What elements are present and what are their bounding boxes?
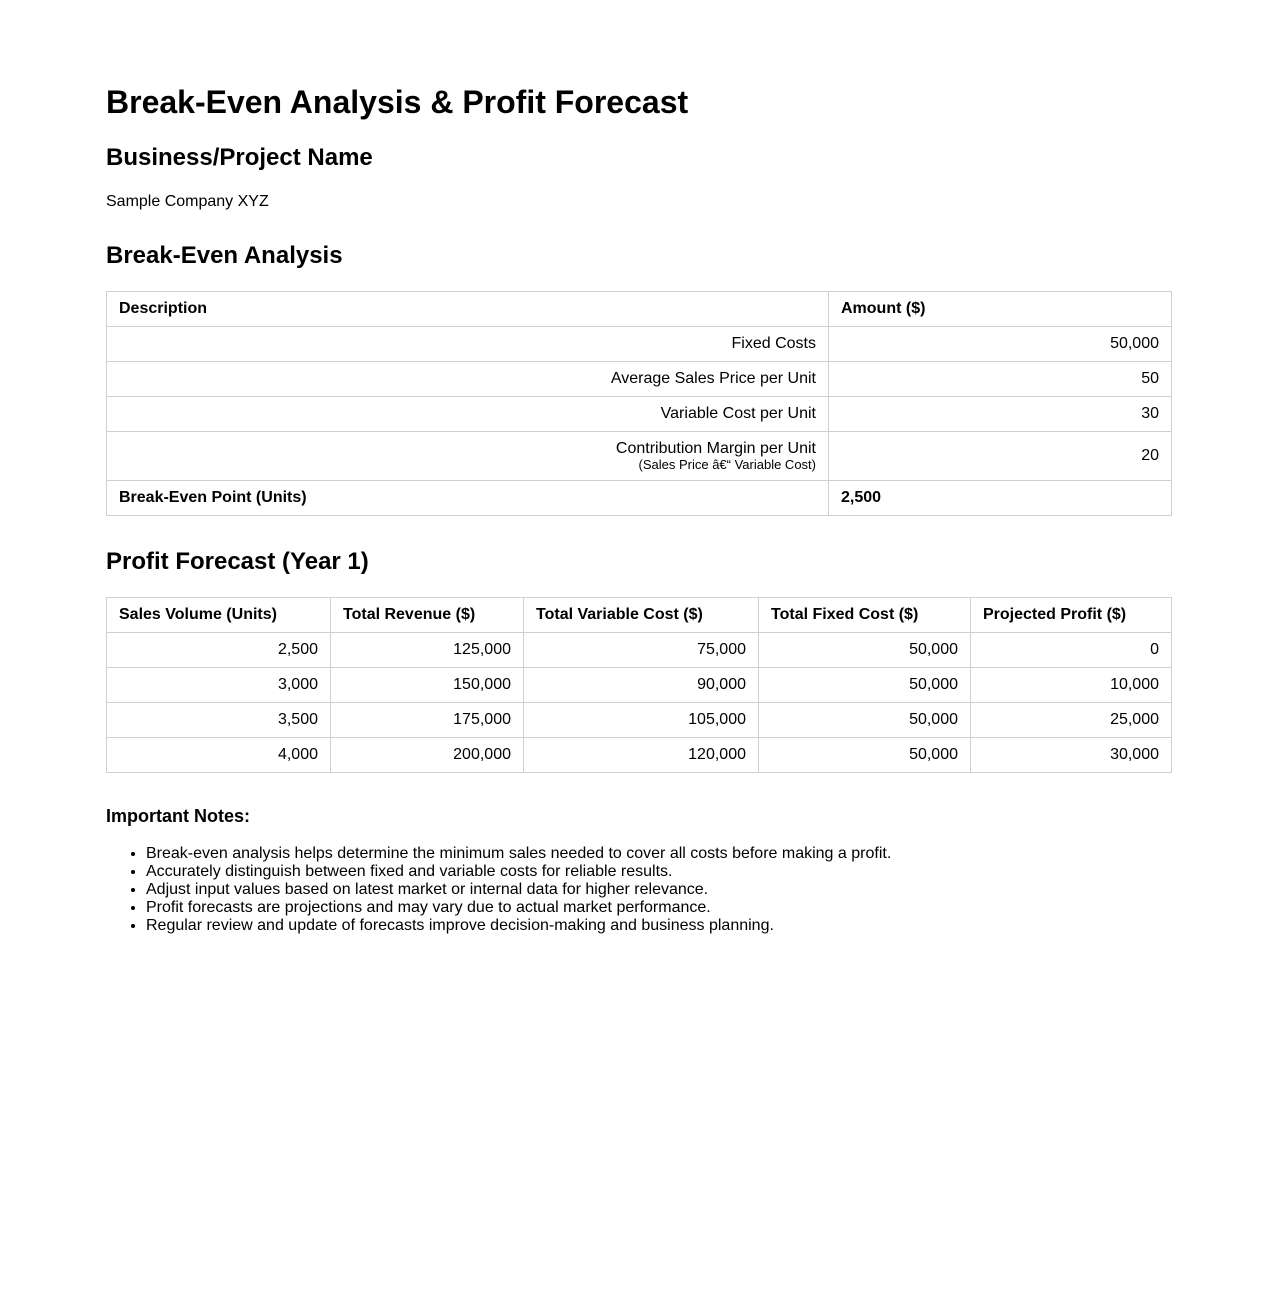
list-item: • Adjust input values based on latest market or internal data for higher relevance. <box>146 881 1172 899</box>
column-header-total-fixed-cost: Total Fixed Cost ($) <box>759 598 971 633</box>
table-header-row <box>107 292 1172 327</box>
profit-forecast-table <box>106 597 1172 773</box>
row-amount: 20 <box>829 432 1172 481</box>
notes-list <box>106 845 1172 935</box>
cell-total-fixed-cost: 50,000 <box>759 633 971 668</box>
cell-total-fixed-cost: 50,000 <box>759 668 971 703</box>
table-row <box>107 668 1172 703</box>
row-amount: 30 <box>829 397 1172 432</box>
cell-total-fixed-cost: 50,000 <box>759 703 971 738</box>
cell-total-variable-cost: 75,000 <box>524 633 759 668</box>
column-header-total-revenue: Total Revenue ($) <box>331 598 524 633</box>
cell-total-revenue: 150,000 <box>331 668 524 703</box>
list-item: • Profit forecasts are projections and may vary due to actual market performance. <box>146 899 1172 917</box>
table-row <box>107 633 1172 668</box>
table-row <box>107 397 1172 432</box>
table-row <box>107 327 1172 362</box>
cell-projected-profit: 25,000 <box>971 703 1172 738</box>
break-even-table <box>106 291 1172 516</box>
cell-sales-volume: 4,000 <box>107 738 331 773</box>
page-title: Break-Even Analysis & Profit Forecast <box>106 84 689 120</box>
table-row <box>107 738 1172 773</box>
column-header-total-variable-cost: Total Variable Cost ($) <box>524 598 759 633</box>
cell-total-revenue: 175,000 <box>331 703 524 738</box>
row-description: Variable Cost per Unit <box>107 397 829 432</box>
table-row <box>107 703 1172 738</box>
table-row <box>107 432 1172 481</box>
break-even-total-row <box>107 481 1172 516</box>
list-item: • Regular review and update of forecasts improve decision-making and business planning. <box>146 917 1172 935</box>
profit-forecast-heading: Profit Forecast (Year 1) <box>106 548 369 575</box>
project-name: Sample Company XYZ <box>106 193 269 210</box>
table-row <box>107 362 1172 397</box>
column-header-description: Description <box>107 292 829 327</box>
list-item: • Break-even analysis helps determine the minimum sales needed to cover all costs before making a profit. <box>146 845 1172 863</box>
cell-total-variable-cost: 105,000 <box>524 703 759 738</box>
total-amount: 2,500 <box>829 481 1172 516</box>
cell-total-revenue: 200,000 <box>331 738 524 773</box>
break-even-heading: Break-Even Analysis <box>106 242 343 269</box>
cell-total-revenue: 125,000 <box>331 633 524 668</box>
row-amount: 50 <box>829 362 1172 397</box>
project-heading: Business/Project Name <box>106 144 373 171</box>
cell-projected-profit: 30,000 <box>971 738 1172 773</box>
cell-projected-profit: 10,000 <box>971 668 1172 703</box>
cell-total-fixed-cost: 50,000 <box>759 738 971 773</box>
row-formula-note: (Sales Price â€“ Variable Cost) <box>638 456 816 472</box>
column-header-amount: Amount ($) <box>829 292 1172 327</box>
cell-sales-volume: 3,500 <box>107 703 331 738</box>
column-header-projected-profit: Projected Profit ($) <box>971 598 1172 633</box>
cell-sales-volume: 2,500 <box>107 633 331 668</box>
total-label: Break-Even Point (Units) <box>107 481 829 516</box>
row-description-cell <box>107 432 829 481</box>
row-description: Contribution Margin per Unit <box>615 439 816 457</box>
cell-total-variable-cost: 90,000 <box>524 668 759 703</box>
cell-sales-volume: 3,000 <box>107 668 331 703</box>
row-description: Fixed Costs <box>107 327 829 362</box>
cell-projected-profit: 0 <box>971 633 1172 668</box>
cell-total-variable-cost: 120,000 <box>524 738 759 773</box>
column-header-sales-volume: Sales Volume (Units) <box>107 598 331 633</box>
list-item: • Accurately distinguish between fixed and variable costs for reliable results. <box>146 863 1172 881</box>
notes-heading: Important Notes: <box>106 806 250 826</box>
table-header-row <box>107 598 1172 633</box>
document-page <box>106 0 1172 935</box>
row-amount: 50,000 <box>829 327 1172 362</box>
row-description: Average Sales Price per Unit <box>107 362 829 397</box>
